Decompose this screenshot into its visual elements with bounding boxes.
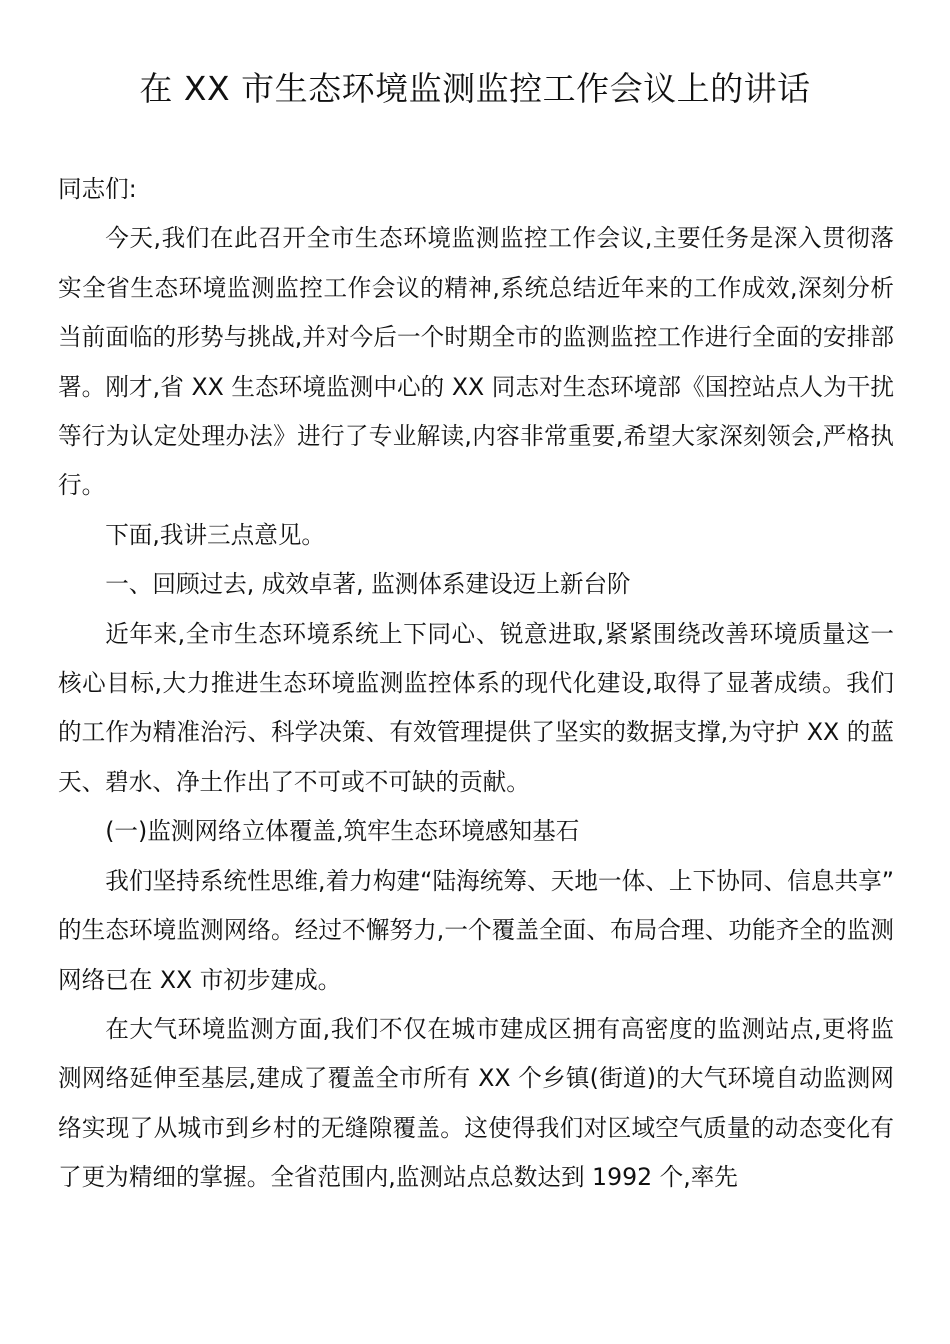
salutation: 同志们: [58,175,137,203]
subsection-heading-1: (一)监测网络立体覆盖,筑牢生态环境感知基石 [105,817,580,846]
section-heading-1: 一、回顾过去, 成效卓著, 监测体系建设迈上新台阶 [105,570,631,599]
paragraph-opening: 今天,我们在此召开全市生态环境监测监控工作会议,主要任务是深入贯彻落实全省生态环境监测监控工作会议的精神,系统总结近年来的工作成效,深刻分析当前面临的形势与挑战,并对今后一个时期全市的监测监控工作进行全面的安排部署。刚才,省 XX 生态环境监测中心的 XX 同志对生态环境部《国控站点人为干扰等行为认定处理办法》进行了专业解读,内容非常重要,希望大家深刻领会,严格执行。 [58,224,894,500]
paragraph-air-monitoring: 在大气环境监测方面,我们不仅在城市建成区拥有高密度的监测站点,更将监测网络延伸至基层,建成了覆盖全市所有 XX 个乡镇(街道)的大气环境自动监测网络实现了从城市到乡村的无缝隙覆盖。这使得我们对区域空气质量的动态变化有了更为精细的掌握。全省范围内,监测站点总数达到 1992 个,率先 [58,1014,894,1192]
paragraph-achievements: 近年来,全市生态环境系统上下同心、锐意进取,紧紧围绕改善环境质量这一核心目标,大力推进生态环境监测监控体系的现代化建设,取得了显著成绩。我们的工作为精准治污、科学决策、有效管理提供了坚实的数据支撑,为守护 XX 的蓝天、碧水、净土作出了不可或不可缺的贡献。 [58,619,894,796]
document-title: 在 XX 市生态环境监测监控工作会议上的讲话 [139,69,811,108]
document-body [58,165,894,1203]
paragraph-transition: 下面,我讲三点意见。 [105,520,326,549]
paragraph-network: 我们坚持系统性思维,着力构建“陆海统筹、天地一体、上下协同、信息共享”的生态环境监测网络。经过不懈努力,一个覆盖全面、布局合理、功能齐全的监测网络已在 XX 市初步建成。 [58,866,894,994]
